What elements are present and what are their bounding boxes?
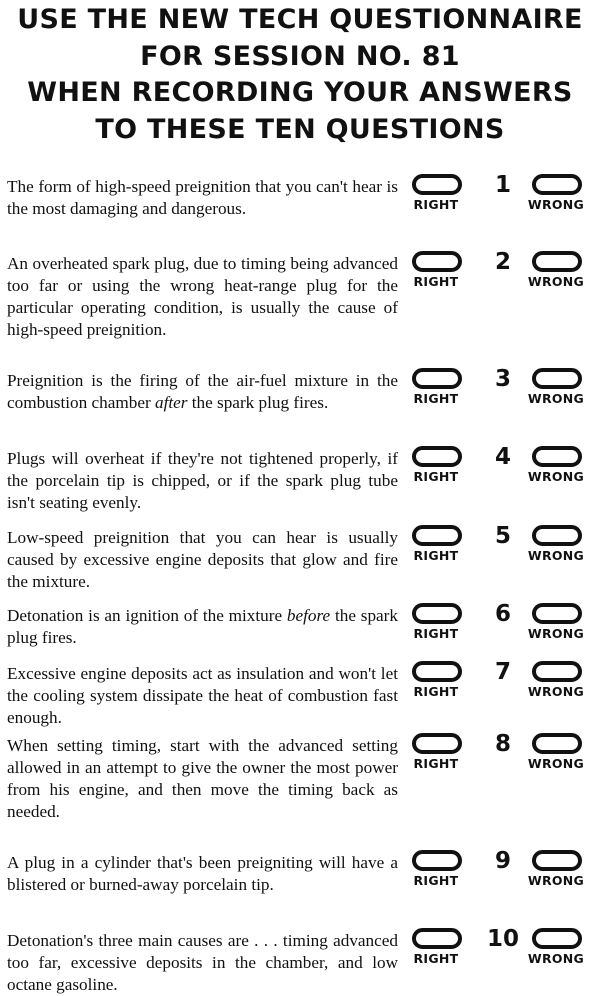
q2-wrong-oval[interactable] — [532, 251, 582, 272]
q1-right-oval[interactable] — [412, 174, 462, 195]
q4-right-oval[interactable] — [412, 446, 462, 467]
q8-wrong-label: WRONG — [527, 756, 585, 771]
q8-right-oval[interactable] — [412, 733, 462, 754]
q10-right-oval[interactable] — [412, 928, 462, 949]
q5-wrong-oval[interactable] — [532, 525, 582, 546]
q9-wrong-oval[interactable] — [532, 850, 582, 871]
q10-wrong-label: WRONG — [527, 951, 585, 966]
question-9-number: 9 — [494, 848, 511, 874]
title-line-3: WHEN RECORDING YOUR ANSWERS — [27, 77, 573, 108]
q3-right-label: RIGHT — [413, 391, 459, 406]
question-4-number: 4 — [494, 444, 511, 470]
question-1-number: 1 — [494, 172, 511, 198]
q6-right-oval[interactable] — [412, 603, 462, 624]
question-4-text: Plugs will overheat if they're not tightened properly, if the porcelain tip is chipped, or if the spark plug tube isn't seating evenly. — [7, 449, 398, 512]
question-10-text: Detonation's three main causes are . . . timing advanced too far, excessive deposits in the chamber, and low octane gasoline. — [7, 931, 398, 994]
question-8-text: When setting timing, start with the advanced setting allowed in an attempt to give the owner the most power from his engine, and then move the timing back as needed. — [7, 736, 398, 821]
question-3-text: Preignition is the firing of the air-fuel mixture in the combustion chamber after the spark plug fires. — [7, 371, 398, 412]
q5-wrong-label: WRONG — [527, 548, 585, 563]
q10-right-label: RIGHT — [413, 951, 459, 966]
q3-wrong-label: WRONG — [527, 391, 585, 406]
q7-wrong-label: WRONG — [527, 684, 585, 699]
q6-wrong-label: WRONG — [527, 626, 585, 641]
title-line-1: USE THE NEW TECH QUESTIONNAIRE — [17, 4, 583, 35]
title-line-4: TO THESE TEN QUESTIONS — [95, 113, 505, 145]
emphasis-before: before — [286, 606, 331, 625]
q5-right-label: RIGHT — [413, 548, 459, 563]
q9-right-oval[interactable] — [412, 850, 462, 871]
q8-wrong-oval[interactable] — [532, 733, 582, 754]
question-7-text: Excessive engine deposits act as insulation and won't let the cooling system dissipate the heat of combustion fast enough. — [7, 664, 398, 727]
q10-wrong-oval[interactable] — [532, 928, 582, 949]
question-1-text: The form of high-speed preignition that you can't hear is the most damaging and dangerous. — [7, 177, 398, 218]
q7-right-oval[interactable] — [412, 661, 462, 682]
q4-wrong-label: WRONG — [527, 469, 585, 484]
question-6-number: 6 — [494, 601, 511, 627]
q2-right-oval[interactable] — [412, 251, 462, 272]
q7-right-label: RIGHT — [413, 684, 459, 699]
q1-wrong-oval[interactable] — [532, 174, 582, 195]
q6-wrong-oval[interactable] — [532, 603, 582, 624]
question-5-number: 5 — [494, 523, 511, 549]
q8-right-label: RIGHT — [413, 756, 459, 771]
q1-wrong-label: WRONG — [527, 197, 585, 212]
question-9-text: A plug in a cylinder that's been preigniting will have a blistered or burned-away porcelain tip. — [7, 853, 398, 894]
q4-right-label: RIGHT — [413, 469, 459, 484]
q4-wrong-oval[interactable] — [532, 446, 582, 467]
question-2-text: An overheated spark plug, due to timing being advanced too far or using the wrong heat-range plug for the particular operating condition, is usually the cause of high-speed preignition. — [7, 254, 398, 339]
question-6-text: Detonation is an ignition of the mixture before the spark plug fires. — [7, 606, 398, 647]
q7-wrong-oval[interactable] — [532, 661, 582, 682]
questionnaire-title — [0, 2, 600, 148]
q9-right-label: RIGHT — [413, 873, 459, 888]
q3-wrong-oval[interactable] — [532, 368, 582, 389]
q2-wrong-label: WRONG — [527, 274, 585, 289]
title-line-2: FOR SESSION NO. 81 — [140, 40, 460, 72]
question-7-number: 7 — [494, 659, 511, 685]
question-3-number: 3 — [494, 366, 511, 392]
q9-wrong-label: WRONG — [527, 873, 585, 888]
q5-right-oval[interactable] — [412, 525, 462, 546]
question-2-number: 2 — [494, 249, 511, 275]
q2-right-label: RIGHT — [413, 274, 459, 289]
question-5-text: Low-speed preignition that you can hear is usually caused by excessive engine deposits that glow and fire the mixture. — [7, 528, 398, 591]
q1-right-label: RIGHT — [413, 197, 459, 212]
question-10-number: 10 — [486, 926, 519, 952]
question-8-number: 8 — [494, 731, 511, 757]
q3-right-oval[interactable] — [412, 368, 462, 389]
emphasis-after: after — [154, 393, 188, 412]
q6-right-label: RIGHT — [413, 626, 459, 641]
